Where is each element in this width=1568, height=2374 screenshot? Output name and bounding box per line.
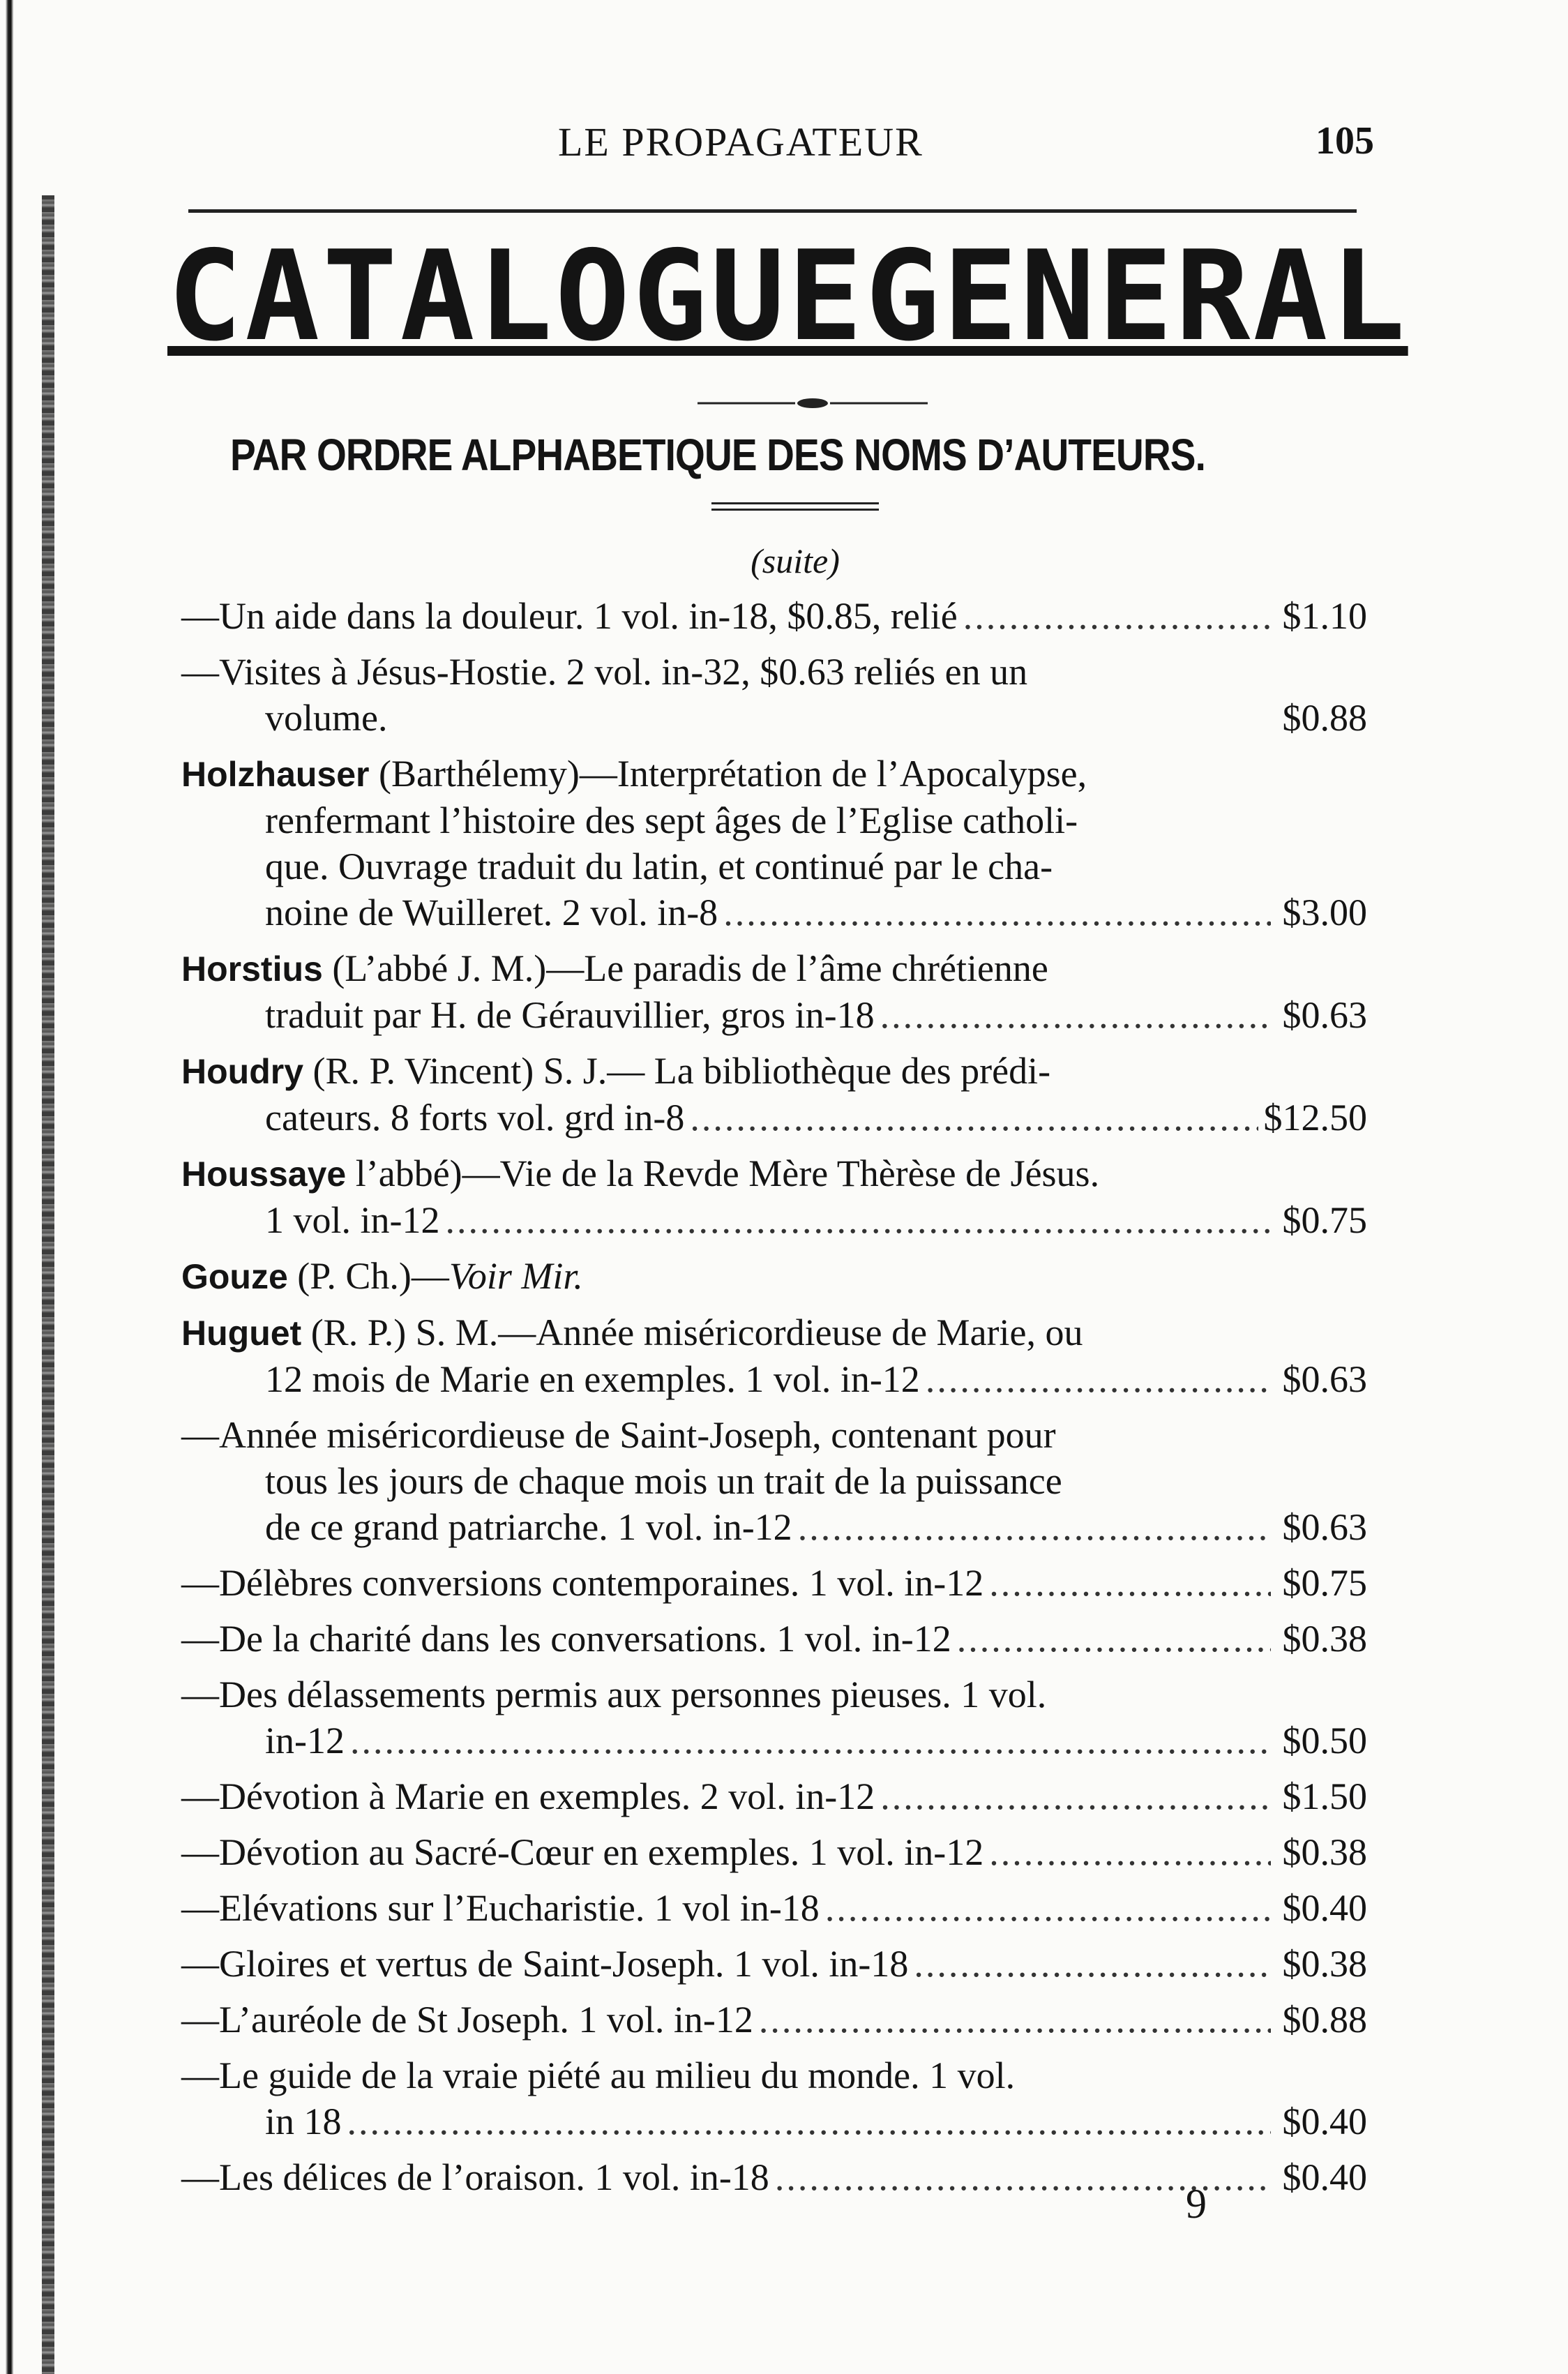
dot-leader bbox=[825, 1885, 1271, 1931]
dot-leader bbox=[989, 1829, 1271, 1875]
catalogue-entry bbox=[181, 945, 1367, 1038]
entry-body: —Les délices de l’oraison. 1 vol. in-18 bbox=[181, 2156, 769, 2198]
entry-text bbox=[181, 2052, 1015, 2098]
dot-leader bbox=[989, 1560, 1271, 1606]
entry-text bbox=[181, 2154, 769, 2200]
entry-text bbox=[181, 1150, 1099, 1197]
entry-body: —Un aide dans la douleur. 1 vol. in-18, $0.85, relié bbox=[181, 595, 958, 637]
entry-text bbox=[181, 1309, 1083, 1356]
entry-body: —Dévotion à Marie en exemples. 2 vol. in-12 bbox=[181, 1775, 875, 1817]
entry-line bbox=[181, 1504, 1367, 1550]
entry-body: (Barthélemy)—Interprétation de l’Apocalypse, bbox=[369, 753, 1087, 795]
title-word-2: GENERAL bbox=[865, 224, 1408, 368]
entry-gap bbox=[181, 1931, 1367, 1941]
entry-line bbox=[181, 992, 1367, 1038]
entry-text bbox=[265, 2098, 342, 2144]
entry-text bbox=[265, 1458, 1062, 1504]
entry-gap bbox=[181, 1987, 1367, 1997]
entry-gap bbox=[181, 1606, 1367, 1616]
entry-body: —Des délassements permis aux personnes pieuses. 1 vol. bbox=[181, 1674, 1047, 1715]
entry-text bbox=[181, 1941, 908, 1987]
entry-line bbox=[181, 2052, 1367, 2098]
entry-text bbox=[181, 1671, 1046, 1718]
author-name: Holzhauser bbox=[181, 755, 370, 794]
entry-price: $0.75 bbox=[1282, 1562, 1367, 1604]
entry-price: $0.88 bbox=[1282, 697, 1367, 739]
cross-reference: Voir Mir. bbox=[448, 1255, 583, 1297]
entry-body: —Dévotion au Sacré-Cœur en exemples. 1 vol. in-12 bbox=[181, 1831, 984, 1873]
entry-line bbox=[181, 1356, 1367, 1402]
author-name: Gouze bbox=[181, 1257, 288, 1296]
entry-text bbox=[265, 1718, 345, 1764]
entry-gap bbox=[181, 639, 1367, 649]
entry-body: tous les jours de chaque mois un trait de la puissance bbox=[265, 1460, 1062, 1502]
entry-line bbox=[181, 1095, 1367, 1141]
entry-line bbox=[181, 797, 1367, 843]
entry-text bbox=[265, 843, 1053, 889]
catalogue-entry bbox=[181, 1671, 1367, 1764]
entry-text bbox=[181, 1253, 583, 1300]
catalogue-entry bbox=[181, 1941, 1367, 1987]
entry-line bbox=[181, 1253, 1367, 1300]
entry-price: $0.75 bbox=[1282, 1199, 1367, 1241]
ornament-divider bbox=[698, 396, 928, 410]
entry-line bbox=[181, 1829, 1367, 1875]
entry-gap bbox=[181, 1662, 1367, 1671]
catalogue-title bbox=[167, 224, 1408, 368]
entry-text bbox=[181, 1885, 820, 1931]
entry-price: $1.10 bbox=[1282, 595, 1367, 637]
entry-body: volume. bbox=[265, 697, 388, 739]
author-name: Horstius bbox=[181, 949, 323, 989]
entry-line bbox=[181, 1150, 1367, 1197]
entry-price: $0.63 bbox=[1282, 1506, 1367, 1548]
entry-body: traduit par H. de Gérauvillier, gros in-18 bbox=[265, 994, 875, 1036]
header-rule bbox=[188, 209, 1357, 213]
dot-leader bbox=[759, 1997, 1271, 2043]
entry-text bbox=[181, 1829, 983, 1875]
entry-text bbox=[181, 751, 1087, 797]
entry-text bbox=[181, 1412, 1056, 1458]
entry-body: —L’auréole de St Joseph. 1 vol. in-12 bbox=[181, 1999, 753, 2041]
entry-body: noine de Wuilleret. 2 vol. in-8 bbox=[265, 892, 718, 933]
catalogue-entry bbox=[181, 1829, 1367, 1875]
dot-leader bbox=[446, 1197, 1272, 1243]
entry-line bbox=[181, 751, 1367, 797]
entry-line bbox=[181, 1773, 1367, 1819]
entry-body: —De la charité dans les conversations. 1 vol. in-12 bbox=[181, 1618, 951, 1660]
entry-price: $0.40 bbox=[1282, 2101, 1367, 2142]
dot-leader bbox=[957, 1616, 1271, 1662]
page-edge bbox=[0, 0, 18, 2374]
entry-line bbox=[181, 695, 1367, 741]
dot-leader bbox=[926, 1356, 1271, 1402]
entry-text bbox=[265, 695, 387, 741]
entry-line bbox=[181, 1718, 1367, 1764]
dot-leader bbox=[880, 1773, 1271, 1819]
entry-gap bbox=[181, 2144, 1367, 2154]
suite-label: (suite) bbox=[751, 541, 840, 580]
entry-price: $0.38 bbox=[1282, 1618, 1367, 1660]
entry-body: —Visites à Jésus-Hostie. 2 vol. in-32, $0.63 reliés en un bbox=[181, 651, 1028, 693]
entry-line bbox=[181, 1458, 1367, 1504]
dot-leader bbox=[880, 992, 1271, 1038]
entry-price: $0.40 bbox=[1282, 1887, 1367, 1929]
title-word-1: CATALOGUE bbox=[167, 224, 866, 368]
entry-body: in-12 bbox=[265, 1720, 345, 1761]
entry-line bbox=[181, 1309, 1367, 1356]
entry-price: $3.00 bbox=[1282, 892, 1367, 933]
dot-leader bbox=[350, 1718, 1271, 1764]
entry-line bbox=[181, 2098, 1367, 2144]
entry-body: —Elévations sur l’Eucharistie. 1 vol in-18 bbox=[181, 1887, 820, 1929]
entry-body: de ce grand patriarche. 1 vol. in-12 bbox=[265, 1506, 792, 1548]
entry-gap bbox=[181, 1038, 1367, 1048]
dot-leader bbox=[347, 2098, 1271, 2144]
catalogue-entry bbox=[181, 1150, 1367, 1243]
catalogue-entry bbox=[181, 2052, 1367, 2144]
entry-line bbox=[181, 1941, 1367, 1987]
entry-body: l’abbé)—Vie de la Revde Mère Thèrèse de Jésus. bbox=[346, 1152, 1100, 1194]
catalogue-entry bbox=[181, 649, 1367, 741]
dot-leader bbox=[723, 889, 1271, 936]
entry-body: —Gloires et vertus de Saint-Joseph. 1 vol. in-18 bbox=[181, 1943, 909, 1985]
entry-gap bbox=[181, 1875, 1367, 1885]
entry-gap bbox=[181, 741, 1367, 751]
entry-body: (R. P.) S. M.—Année miséricordieuse de Marie, ou bbox=[301, 1312, 1083, 1353]
entry-gap bbox=[181, 936, 1367, 945]
entry-body: 12 mois de Marie en exemples. 1 vol. in-12 bbox=[265, 1358, 920, 1400]
signature-mark: 9 bbox=[1186, 2181, 1207, 2227]
catalogue-entry bbox=[181, 751, 1367, 936]
page-number: 105 bbox=[1316, 119, 1374, 163]
entry-gap bbox=[181, 1300, 1367, 1309]
entry-line bbox=[181, 1412, 1367, 1458]
entry-text bbox=[181, 1997, 753, 2043]
entry-price: $0.40 bbox=[1282, 2156, 1367, 2198]
entry-line bbox=[181, 1671, 1367, 1718]
entry-price: $1.50 bbox=[1282, 1775, 1367, 1817]
entry-text bbox=[265, 1095, 684, 1141]
catalogue-entry bbox=[181, 1885, 1367, 1931]
running-title: LE PROPAGATEUR bbox=[558, 119, 924, 165]
entry-text bbox=[265, 1356, 920, 1402]
entry-line bbox=[181, 945, 1367, 992]
entry-line bbox=[181, 593, 1367, 639]
dot-leader bbox=[914, 1941, 1271, 1987]
entry-gap bbox=[181, 1402, 1367, 1412]
entry-price: $0.38 bbox=[1282, 1943, 1367, 1985]
catalogue-entry bbox=[181, 1309, 1367, 1402]
entry-body: cateurs. 8 forts vol. grd in-8 bbox=[265, 1097, 685, 1139]
entry-line bbox=[181, 889, 1367, 936]
entry-body: renfermant l’histoire des sept âges de l’Eglise catholi- bbox=[265, 799, 1078, 841]
entry-text bbox=[265, 889, 718, 936]
catalogue-entry bbox=[181, 1412, 1367, 1550]
entry-line bbox=[181, 843, 1367, 889]
entry-gap bbox=[181, 1550, 1367, 1560]
dot-leader bbox=[690, 1095, 1258, 1141]
author-name: Huguet bbox=[181, 1314, 302, 1353]
entry-gap bbox=[181, 2043, 1367, 2052]
catalogue-entry bbox=[181, 1773, 1367, 1819]
catalogue-entry bbox=[181, 593, 1367, 639]
entry-line bbox=[181, 649, 1367, 695]
entry-body: in 18 bbox=[265, 2101, 342, 2142]
entry-text bbox=[265, 1197, 440, 1243]
entry-text bbox=[265, 797, 1078, 843]
entry-price: $0.38 bbox=[1282, 1831, 1367, 1873]
entry-gap bbox=[181, 1141, 1367, 1150]
entry-text bbox=[265, 992, 875, 1038]
catalogue-entry bbox=[181, 1560, 1367, 1606]
dot-leader bbox=[798, 1504, 1271, 1550]
entry-text bbox=[181, 1560, 983, 1606]
author-name: Houdry bbox=[181, 1052, 303, 1091]
catalogue-subtitle: PAR ORDRE ALPHABETIQUE DES NOMS D’AUTEURS. bbox=[230, 430, 1206, 480]
entry-text bbox=[181, 1048, 1050, 1095]
entry-price: $0.88 bbox=[1282, 1999, 1367, 2041]
entry-body: (R. P. Vincent) S. J.— La bibliothèque des prédi- bbox=[303, 1050, 1051, 1092]
catalogue-entry bbox=[181, 1997, 1367, 2043]
entry-line bbox=[181, 1048, 1367, 1095]
double-rule bbox=[711, 502, 879, 511]
entry-text bbox=[181, 593, 958, 639]
entry-body: (L’abbé J. M.)—Le paradis de l’âme chrétienne bbox=[322, 947, 1048, 989]
entry-price: $12.50 bbox=[1263, 1097, 1367, 1139]
entry-price: $0.63 bbox=[1282, 1358, 1367, 1400]
entry-line bbox=[181, 1997, 1367, 2043]
entry-line bbox=[181, 1197, 1367, 1243]
entry-body: que. Ouvrage traduit du latin, et continué par le cha- bbox=[265, 846, 1053, 887]
entry-body: 1 vol. in-12 bbox=[265, 1199, 440, 1241]
running-head bbox=[188, 119, 1374, 174]
catalogue-entry bbox=[181, 1253, 1367, 1300]
entry-text bbox=[265, 1504, 792, 1550]
entry-body: (P. Ch.)— bbox=[287, 1255, 449, 1297]
entry-text bbox=[181, 649, 1027, 695]
binding-edge bbox=[42, 195, 54, 2374]
entry-text bbox=[181, 1773, 875, 1819]
entry-body: —Le guide de la vraie piété au milieu du monde. 1 vol. bbox=[181, 2054, 1016, 2096]
entry-gap bbox=[181, 1764, 1367, 1773]
entry-price: $0.50 bbox=[1282, 1720, 1367, 1761]
dot-leader bbox=[963, 593, 1271, 639]
entry-line bbox=[181, 1560, 1367, 1606]
entry-text bbox=[181, 1616, 951, 1662]
author-name: Houssaye bbox=[181, 1155, 347, 1194]
entry-price: $0.63 bbox=[1282, 994, 1367, 1036]
entry-line bbox=[181, 1616, 1367, 1662]
entry-body: —Délèbres conversions contemporaines. 1 vol. in-12 bbox=[181, 1562, 984, 1604]
entry-text bbox=[181, 945, 1048, 992]
catalogue-entry bbox=[181, 1616, 1367, 1662]
entry-body: —Année miséricordieuse de Saint-Joseph, contenant pour bbox=[181, 1414, 1056, 1456]
entry-line bbox=[181, 1885, 1367, 1931]
catalogue-entries bbox=[181, 593, 1367, 2210]
entry-gap bbox=[181, 1243, 1367, 1253]
entry-gap bbox=[181, 1819, 1367, 1829]
catalogue-entry bbox=[181, 1048, 1367, 1141]
